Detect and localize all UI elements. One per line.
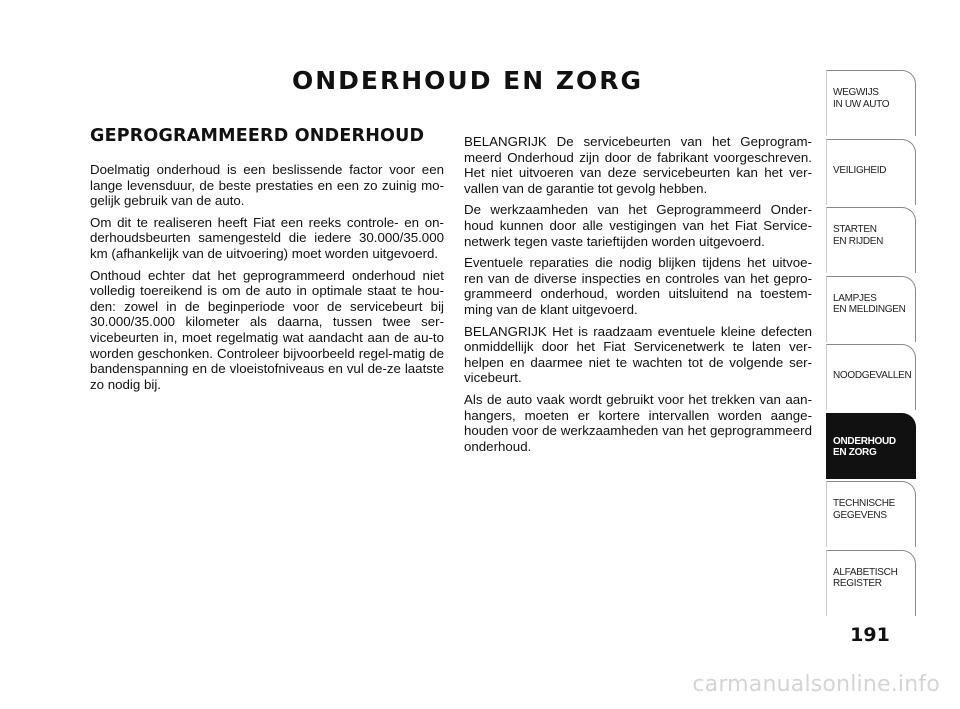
tab-onderhoud-active[interactable] <box>826 413 916 479</box>
left-column <box>90 126 444 398</box>
tab-label: REGISTER <box>833 578 882 589</box>
tab-label: WEGWIJS <box>833 87 879 98</box>
tab-label: EN ZORG <box>833 447 877 458</box>
chapter-tabs <box>826 70 916 618</box>
paragraph: Doelmatig onderhoud is een beslissende factor voor een lange levensduur, de beste prestaties en een zo zuinig mo-gelijk gebruik van de auto. <box>90 162 444 209</box>
paragraph: De werkzaamheden van het Geprogrammeerd Onder-houd kunnen door alle vestigingen van het Fiat Service-netwerk tegen vaste tarieftijden worden uitgevoerd. <box>464 202 812 249</box>
section-heading: GEPROGRAMMEERD ONDERHOUD <box>90 126 425 146</box>
paragraph: BELANGRIJK De servicebeurten van het Geprogram-meerd Onderhoud zijn door de fabrikant voorgeschreven. Het niet uitvoeren van deze servicebeurten kan het ver-vallen van de garantie tot gevolg hebben. <box>464 134 812 196</box>
tab-label: EN MELDINGEN <box>833 304 906 315</box>
tab-label: TECHNISCHE <box>833 498 896 509</box>
tab-technische[interactable] <box>826 481 916 547</box>
page-title: ONDERHOUD EN ZORG <box>292 66 644 95</box>
tab-label: GEGEVENS <box>833 509 887 521</box>
paragraph: Eventuele reparaties die nodig blijken tijdens het uitvoe-ren van de diverse inspecties en controles van het gepro-grammeerd onderhoud, worden uitsluitend na toestem-ming van de klant uitgevoerd. <box>464 255 812 317</box>
tab-label: STARTEN <box>833 224 877 235</box>
tab-noodgevallen[interactable] <box>826 344 916 410</box>
paragraph: Om dit te realiseren heeft Fiat een reeks controle- en on-derhoudsbeurten samengesteld die iedere 30.000/35.000 km (afhankelijk van de uitvoering) moet worden uitgevoerd. <box>90 214 444 261</box>
tab-veiligheid[interactable] <box>826 139 916 205</box>
tab-label: EN RIJDEN <box>833 235 884 247</box>
page-number: 191 <box>850 624 890 646</box>
paragraph: Onthoud echter dat het geprogrammeerd onderhoud niet volledig toereikend is om de auto in optimale staat te hou-den: zowel in de beginperiode voor de servicebeurt bij 30.000/35.000 kilometer als daarna, tussen twee ser-vicebeurten in, moet regelmatig wat aandacht aan de au-to worden geschonken. Controleer bijvoorbeeld regel-matig de bandenspanning en de vloeistofniveaus en vul de-ze laatste zo nodig bij. <box>90 267 444 392</box>
tab-starten[interactable] <box>826 207 916 273</box>
tab-alfabetisch[interactable] <box>826 550 916 616</box>
tab-label: ALFABETISCH <box>833 566 898 578</box>
watermark: carmanualsonline.info <box>692 672 940 697</box>
tab-label: ONDERHOUD <box>833 435 896 447</box>
tab-label: IN UW AUTO <box>833 98 890 110</box>
tab-label: NOODGEVALLEN <box>833 370 912 381</box>
tab-lampjes[interactable] <box>826 276 916 342</box>
tab-wegwijs[interactable] <box>826 70 916 136</box>
tab-label: VEILIGHEID <box>833 164 887 176</box>
paragraph: BELANGRIJK Het is raadzaam eventuele kleine defecten onmiddellijk door het Fiat Servicenetwerk te laten ver-helpen en daarmee niet te wachten tot de volgende ser-vicebeurt. <box>464 323 812 386</box>
right-column <box>464 134 812 460</box>
tab-label: LAMPJES <box>833 292 877 304</box>
paragraph: Als de auto vaak wordt gebruikt voor het trekken van aan-hangers, moeten er kortere intervallen worden aange-houden voor de werkzaamheden van het geprogrammeerd onderhoud. <box>464 391 812 454</box>
